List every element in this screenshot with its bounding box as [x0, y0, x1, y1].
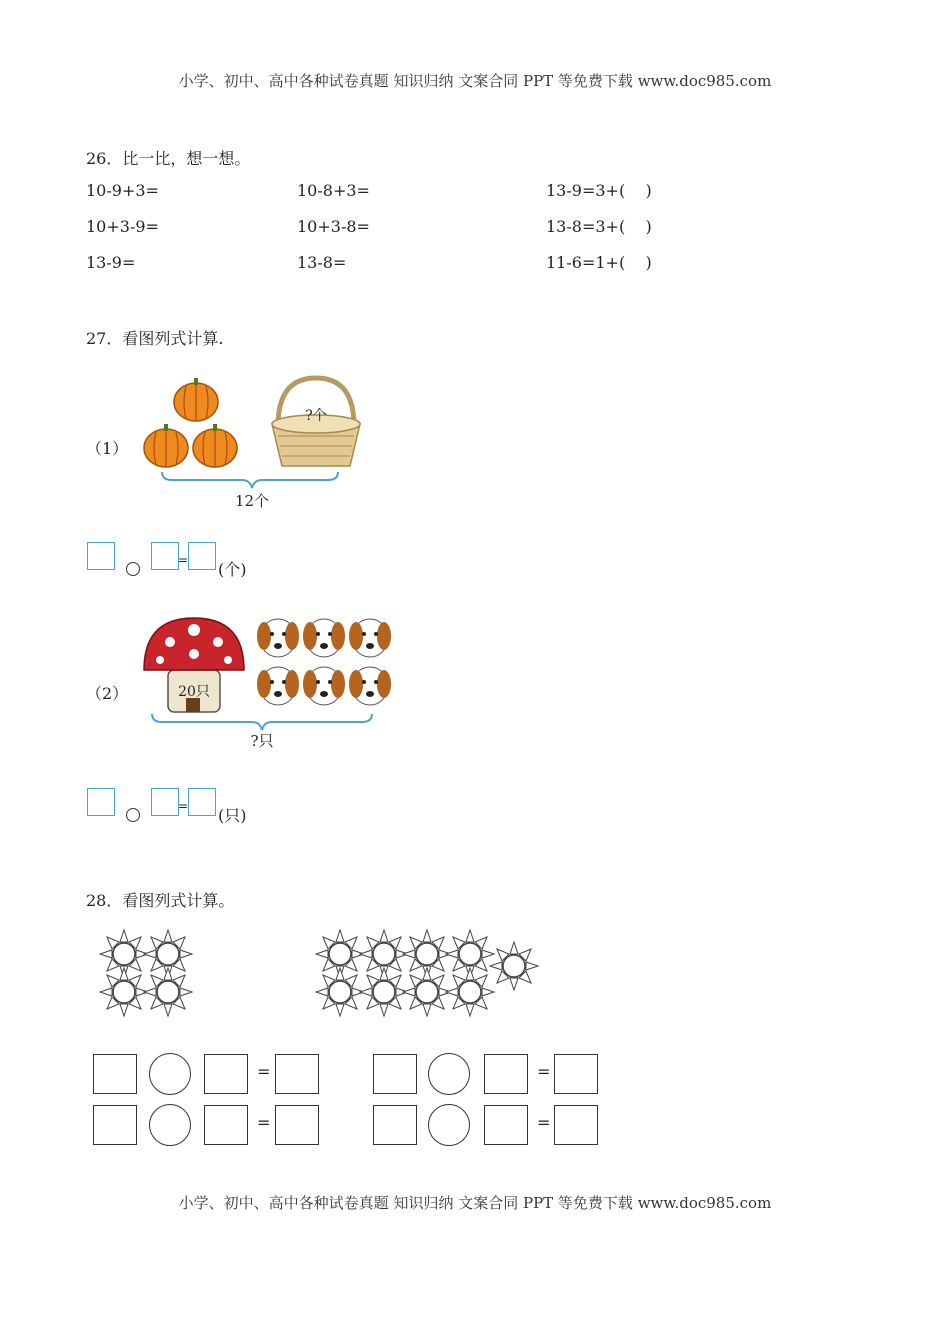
unit-label: (只) [218, 806, 247, 825]
operator-circle[interactable] [126, 808, 140, 822]
answer-box[interactable] [373, 1054, 417, 1094]
page-footer: 小学、初中、高中各种试卷真题 知识归纳 文案合同 PPT 等免费下载 www.doc985.com [178, 1194, 772, 1212]
answer-box[interactable] [484, 1105, 528, 1145]
page-header: 小学、初中、高中各种试卷真题 知识归纳 文案合同 PPT 等免费下载 www.doc985.com [178, 72, 772, 90]
answer-box[interactable] [151, 542, 179, 570]
sun-icon [403, 968, 451, 1016]
dog-icon [349, 619, 391, 657]
q26-eq-3-1: 13-9=3+( ) [546, 181, 652, 200]
answer-box[interactable] [484, 1054, 528, 1094]
pumpkin-icon [174, 378, 218, 421]
pumpkin-icon [193, 424, 237, 467]
q28-title: 28．看图列式计算。 [86, 891, 235, 910]
basket-label: ?个 [305, 408, 327, 424]
house-label: 20只 [178, 684, 210, 700]
q26-eq-2-3: 13-8= [297, 253, 347, 272]
pumpkins-basket-illustration [138, 374, 368, 514]
answer-box[interactable] [188, 788, 216, 816]
brace-bracket [162, 472, 338, 488]
answer-box[interactable] [275, 1054, 319, 1094]
operator-circle[interactable] [126, 562, 140, 576]
answer-box[interactable] [275, 1105, 319, 1145]
equals-sign: = [537, 1113, 551, 1132]
equals-sign: = [537, 1062, 551, 1081]
answer-box[interactable] [87, 788, 115, 816]
brace-bracket [152, 714, 372, 730]
sun-icon [446, 968, 494, 1016]
dog-icon [349, 667, 391, 705]
dog-icon [303, 619, 345, 657]
answer-box[interactable] [188, 542, 216, 570]
mushroom-dogs-illustration [140, 612, 410, 752]
equals-sign: = [257, 1113, 271, 1132]
q27-part2-label: （2） [86, 684, 129, 703]
q26-eq-2-1: 10-8+3= [297, 181, 370, 200]
equals-sign: = [178, 553, 189, 567]
answer-box[interactable] [93, 1054, 137, 1094]
unit-label: (个) [218, 560, 247, 579]
total-label: 12个 [234, 492, 270, 510]
dog-icon [257, 667, 299, 705]
sun-icon [490, 942, 538, 990]
operator-circle[interactable] [149, 1104, 191, 1146]
operator-circle[interactable] [428, 1053, 470, 1095]
answer-box[interactable] [554, 1105, 598, 1145]
answer-box[interactable] [204, 1054, 248, 1094]
dog-icon [257, 619, 299, 657]
answer-box[interactable] [373, 1105, 417, 1145]
q26-eq-3-3: 11-6=1+( ) [546, 253, 652, 272]
equals-sign: = [178, 799, 189, 813]
q26-title: 26．比一比，想一想。 [86, 149, 251, 168]
operator-circle[interactable] [149, 1053, 191, 1095]
sun-icon [316, 968, 364, 1016]
equals-sign: = [257, 1062, 271, 1081]
answer-box[interactable] [204, 1105, 248, 1145]
q26-eq-1-2: 10+3-9= [86, 217, 159, 236]
q27-title: 27．看图列式计算. [86, 329, 224, 348]
q26-eq-1-1: 10-9+3= [86, 181, 159, 200]
sun-icon [144, 968, 192, 1016]
operator-circle[interactable] [428, 1104, 470, 1146]
answer-box[interactable] [93, 1105, 137, 1145]
pumpkin-icon [144, 424, 188, 467]
dog-icon [303, 667, 345, 705]
total-label: ?只 [250, 732, 274, 750]
q26-eq-2-2: 10+3-8= [297, 217, 370, 236]
answer-box[interactable] [554, 1054, 598, 1094]
suns-illustration [96, 928, 556, 1020]
q26-eq-1-3: 13-9= [86, 253, 136, 272]
sun-icon [100, 968, 148, 1016]
q27-part1-label: （1） [86, 439, 129, 458]
q26-eq-3-2: 13-8=3+( ) [546, 217, 652, 236]
answer-box[interactable] [151, 788, 179, 816]
sun-icon [360, 968, 408, 1016]
answer-box[interactable] [87, 542, 115, 570]
